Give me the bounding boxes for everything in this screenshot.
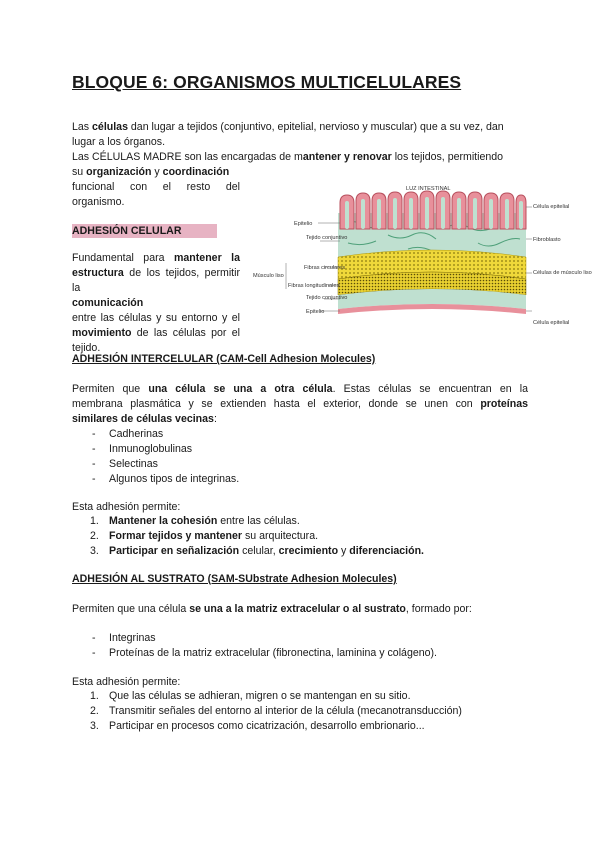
sustrato-paragraph: Permiten que una célula se una a la matriz extracelular o al sustrato, formado por:: [72, 603, 472, 615]
ic-line-1: Permiten que una célula se una a otra célula. Estas células se encuentran en la: [72, 383, 528, 395]
list-item: 3. Participar en procesos como cicatrización, desarrollo embrionario...: [90, 720, 425, 732]
intro-line-6: organismo.: [72, 196, 125, 208]
intestinal-wall-figure: [248, 183, 592, 331]
list-item: - Selectinas: [72, 457, 239, 472]
ac-line-4: comunicación: [72, 297, 144, 309]
ac-line-1: Fundamental para mantener la: [72, 252, 240, 264]
list-item: 2. Formar tejidos y mantener su arquitectura.: [90, 530, 319, 542]
label-musculo-liso: Músculo liso: [253, 273, 284, 279]
label-epitelio-bottom: Epitelio: [306, 309, 325, 315]
intro-line-1: Las células dan lugar a tejidos (conjuntivo, epitelial, nervioso y muscular) que a su vez, dan: [72, 121, 504, 133]
label-fibroblasto: Fibroblasto: [533, 237, 561, 243]
label-tejido-conjuntivo-top: Tejido conjuntivo: [306, 235, 348, 241]
intestinal-villi: [340, 191, 526, 229]
label-celula-epitelial-bottom: Célula epitelial: [533, 320, 570, 326]
ic-line-3: similares de células vecinas:: [72, 413, 217, 425]
list-item: 2. Transmitir señales del entorno al interior de la célula (mecanotransducción): [90, 705, 462, 717]
intercelular-numbered-list: [72, 514, 424, 559]
intercelular-list: [72, 427, 239, 487]
page-title: BLOQUE 6: ORGANISMOS MULTICELULARES: [72, 72, 462, 92]
label-fibras-circulares: Fibras circulares: [304, 265, 346, 271]
label-tejido-conjuntivo-bottom: Tejido conjuntivo: [306, 295, 348, 301]
adhesion-celular-heading: ADHESIÓN CELULAR: [72, 221, 217, 239]
label-celulas-musculo-liso: Células de músculo liso: [533, 270, 592, 276]
ac-line-3: la: [72, 282, 81, 294]
label-fibras-longitudinales: Fibras longitudinales: [288, 283, 340, 289]
adhesion-celular-paragraph: [72, 251, 240, 356]
sustrato-lead: Esta adhesión permite:: [72, 676, 181, 688]
intro-line-2: lugar a los órganos.: [72, 136, 166, 148]
intercelular-heading: ADHESIÓN INTERCELULAR (CAM-Cell Adhesion Molecules): [72, 353, 376, 365]
list-item: 1. Mantener la cohesión entre las células.: [90, 515, 300, 527]
sustrato-numbered-list: [72, 689, 462, 734]
list-item: 1. Que las células se adhieran, migren o se mantengan en su sitio.: [90, 690, 411, 702]
intro-line-4: su organización y coordinación: [72, 166, 230, 178]
intro-line-5: funcional con el resto del: [72, 181, 240, 193]
ac-line-6: movimiento de las células por el: [72, 327, 240, 339]
intercelular-lead: Esta adhesión permite:: [72, 501, 181, 513]
sustrato-list: [72, 631, 437, 661]
ac-line-5: entre las células y su entorno y el: [72, 312, 240, 324]
label-epitelio-top: Epitelio: [294, 221, 313, 227]
intro-line-3: Las CÉLULAS MADRE son las encargadas de mantener y renovar los tejidos, permitiendo: [72, 151, 504, 163]
list-item: - Integrinas: [72, 631, 437, 646]
ic-line-2: membrana plasmática y se extienden hasta el exterior, donde se unen con proteínas: [72, 398, 528, 410]
figure-top-label: LUZ INTESTINAL: [406, 186, 451, 192]
list-item: 3. Participar en señalización celular, crecimiento y diferenciación.: [90, 545, 425, 557]
list-item: - Cadherinas: [72, 427, 239, 442]
list-item: - Inmunoglobulinas: [72, 442, 239, 457]
label-celula-epitelial-top: Célula epitelial: [533, 204, 570, 210]
ac-line-2: estructura de los tejidos, permitir: [72, 267, 240, 279]
intercelular-paragraph: [72, 382, 528, 427]
list-item: - Proteínas de la matriz extracelular (fibronectina, laminina y colágeno).: [72, 646, 437, 661]
ac-line-7: tejido.: [72, 342, 101, 354]
sustrato-heading: ADHESIÓN AL SUSTRATO (SAM-SUbstrate Adhesion Molecules): [72, 573, 397, 585]
list-item: - Algunos tipos de integrinas.: [72, 472, 239, 487]
right-leader-lines: [526, 207, 532, 311]
